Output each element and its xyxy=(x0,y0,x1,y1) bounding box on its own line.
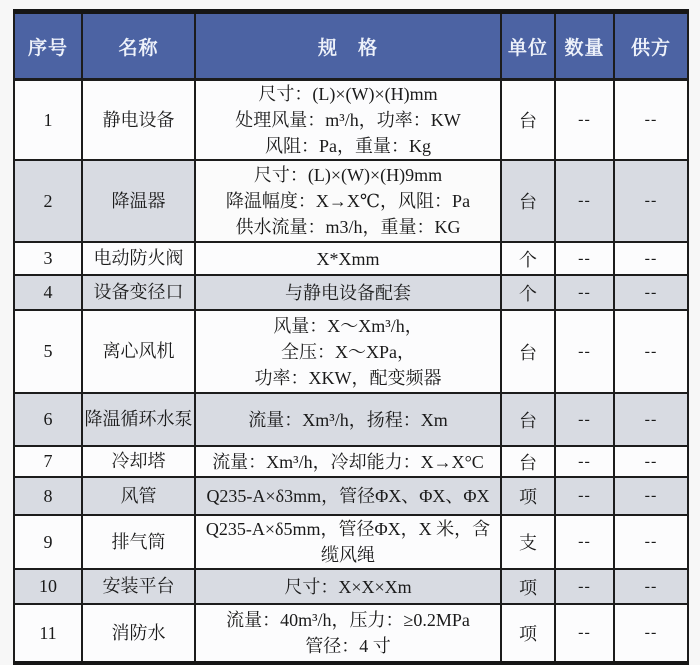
spec-line: 缆风绳 xyxy=(321,545,375,565)
table-row-11 xyxy=(14,604,688,663)
item-qty: -- xyxy=(555,275,614,310)
spec-line: 流量：Xm³/h，扬程：Xm xyxy=(248,409,448,430)
spec-line: 风阻：Pa，重量：Kg xyxy=(265,136,431,156)
row-number: 11 xyxy=(14,604,82,663)
item-qty: -- xyxy=(555,80,614,161)
item-spec xyxy=(195,477,501,515)
row-number: 2 xyxy=(14,160,82,242)
spec-line: 风量：X～Xm³/h， xyxy=(273,315,423,336)
item-spec xyxy=(195,446,501,477)
table-row-4 xyxy=(14,275,688,310)
item-name: 消防水 xyxy=(82,604,195,663)
item-unit: 个 xyxy=(501,275,555,310)
item-supplier: -- xyxy=(614,477,688,515)
row-number: 10 xyxy=(14,569,82,604)
item-supplier: -- xyxy=(614,446,688,477)
item-name: 电动防火阀 xyxy=(82,242,195,275)
row-number: 9 xyxy=(14,515,82,569)
item-name: 风管 xyxy=(82,477,195,515)
item-supplier: -- xyxy=(614,604,688,663)
spec-line: 流量：Xm³/h，冷却能力：X→X°C xyxy=(212,451,484,472)
header-row xyxy=(14,12,688,80)
item-name: 安装平台 xyxy=(82,569,195,604)
table-row-1 xyxy=(14,80,688,161)
spec-line: Q235-A×δ3mm，管径ΦX、ΦX、ΦX xyxy=(206,486,490,506)
row-number: 6 xyxy=(14,393,82,446)
spec-line: 与静电设备配套 xyxy=(285,282,411,303)
item-supplier: -- xyxy=(614,310,688,393)
item-unit: 项 xyxy=(501,569,555,604)
item-supplier: -- xyxy=(614,275,688,310)
item-supplier: -- xyxy=(614,393,688,446)
item-name: 降温器 xyxy=(82,160,195,242)
item-name: 设备变径口 xyxy=(82,275,195,310)
spec-line: 降温幅度：X→X℃，风阻：Pa xyxy=(225,191,471,211)
item-unit: 台 xyxy=(501,160,555,242)
table-row-2 xyxy=(14,160,688,242)
item-spec xyxy=(195,310,501,393)
col-header-unit: 单位 xyxy=(501,12,555,80)
table-row-9 xyxy=(14,515,688,569)
item-unit: 台 xyxy=(501,393,555,446)
spec-line: 管径：4 寸 xyxy=(305,636,391,656)
item-unit: 项 xyxy=(501,477,555,515)
col-header-qty: 数量 xyxy=(555,12,614,80)
item-name: 离心风机 xyxy=(82,310,195,393)
item-qty: -- xyxy=(555,515,614,569)
item-qty: -- xyxy=(555,160,614,242)
table-row-5 xyxy=(14,310,688,393)
spec-line: 尺寸：X×X×Xm xyxy=(284,576,412,597)
item-spec xyxy=(195,604,501,663)
spec-line: X*Xmm xyxy=(316,248,380,269)
item-unit: 台 xyxy=(501,80,555,161)
item-spec xyxy=(195,275,501,310)
item-name: 静电设备 xyxy=(82,80,195,161)
row-number: 3 xyxy=(14,242,82,275)
item-name: 降温循环水泵 xyxy=(82,393,195,446)
item-supplier: -- xyxy=(614,515,688,569)
spec-line: 尺寸：(L)×(W)×(H)9mm xyxy=(253,165,443,185)
table-row-10 xyxy=(14,569,688,604)
item-spec xyxy=(195,515,501,569)
item-qty: -- xyxy=(555,604,614,663)
item-supplier: -- xyxy=(614,160,688,242)
table-row-7 xyxy=(14,446,688,477)
spec-line: 尺寸：(L)×(W)×(H)mm xyxy=(258,84,438,104)
spec-line: 全压：X～XPa， xyxy=(281,341,415,362)
item-unit: 台 xyxy=(501,310,555,393)
item-qty: -- xyxy=(555,477,614,515)
col-header-supplier: 供方 xyxy=(614,12,688,80)
spec-line: 流量：40m³/h，压力：≥0.2MPa xyxy=(226,610,470,630)
row-number: 8 xyxy=(14,477,82,515)
item-qty: -- xyxy=(555,446,614,477)
item-spec xyxy=(195,80,501,161)
item-unit: 台 xyxy=(501,446,555,477)
table-row-3 xyxy=(14,242,688,275)
spec-line: Q235-A×δ5mm，管径ΦX，X 米，含 xyxy=(205,519,491,539)
spec-line: 功率：XKW，配变频器 xyxy=(254,367,442,388)
equipment-spec-table xyxy=(13,9,689,665)
item-spec xyxy=(195,242,501,275)
spec-line: 处理风量：m³/h，功率：KW xyxy=(235,110,461,130)
item-spec xyxy=(195,393,501,446)
col-header-name: 名称 xyxy=(82,12,195,80)
row-number: 5 xyxy=(14,310,82,393)
item-qty: -- xyxy=(555,242,614,275)
item-spec xyxy=(195,569,501,604)
col-header-spec: 规 格 xyxy=(195,12,501,80)
item-name: 冷却塔 xyxy=(82,446,195,477)
item-qty: -- xyxy=(555,569,614,604)
item-spec xyxy=(195,160,501,242)
row-number: 4 xyxy=(14,275,82,310)
item-supplier: -- xyxy=(614,80,688,161)
item-unit: 支 xyxy=(501,515,555,569)
item-supplier: -- xyxy=(614,569,688,604)
spec-line: 供水流量：m3/h，重量：KG xyxy=(235,217,461,237)
table-row-8 xyxy=(14,477,688,515)
item-unit: 项 xyxy=(501,604,555,663)
col-header-no: 序号 xyxy=(14,12,82,80)
item-unit: 个 xyxy=(501,242,555,275)
item-supplier: -- xyxy=(614,242,688,275)
item-qty: -- xyxy=(555,310,614,393)
row-number: 7 xyxy=(14,446,82,477)
row-number: 1 xyxy=(14,80,82,161)
table-row-6 xyxy=(14,393,688,446)
item-qty: -- xyxy=(555,393,614,446)
item-name: 排气筒 xyxy=(82,515,195,569)
